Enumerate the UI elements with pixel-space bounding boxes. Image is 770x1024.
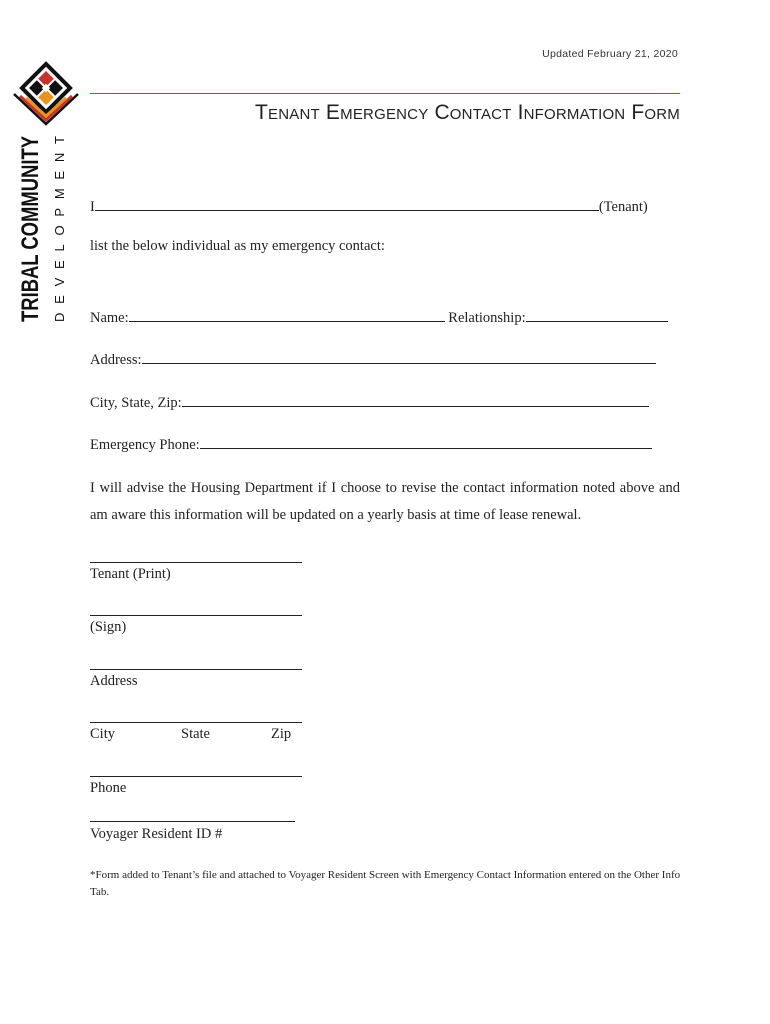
sig-phone-line[interactable] — [90, 776, 302, 777]
logo-mark-icon — [8, 58, 80, 326]
sign-line[interactable] — [90, 615, 302, 616]
city-label: City, State, Zip: — [90, 395, 182, 411]
city-blank[interactable] — [182, 392, 649, 407]
sig-city-label: City — [90, 726, 115, 742]
sig-address-line[interactable] — [90, 669, 302, 670]
sig-phone-label: Phone — [90, 780, 127, 796]
relationship-blank[interactable] — [526, 307, 668, 322]
tenant-name-blank[interactable] — [95, 196, 599, 211]
tenant-print-line[interactable] — [90, 562, 302, 563]
resident-id-label: Voyager Resident ID # — [90, 826, 223, 842]
tribal-community-logo — [8, 58, 80, 326]
city-row — [90, 392, 649, 412]
footnote: *Form added to Tenant’s file and attached to Voyager Resident Screen with Emergency Contact Information entered on the Other Info Tab. — [90, 869, 681, 898]
logo-line2: DEVELOPMENT — [52, 136, 67, 322]
address-row — [90, 349, 656, 369]
address-label: Address: — [90, 352, 142, 368]
phone-label: Emergency Phone: — [90, 437, 200, 453]
name-blank[interactable] — [129, 307, 445, 322]
intro-prefix: I — [90, 199, 95, 215]
name-row — [90, 307, 668, 327]
name-label: Name: — [90, 310, 129, 326]
sig-address-label: Address — [90, 673, 138, 689]
sig-zip-label: Zip — [271, 726, 292, 742]
form-title: Tenant Emergency Contact Information Form — [255, 101, 680, 124]
statement: I will advise the Housing Department if I choose to revise the contact information noted above and am aware this information will be updated on a yearly basis at time of lease renewal. — [90, 480, 680, 523]
address-blank[interactable] — [142, 349, 656, 364]
relationship-label: Relationship: — [448, 310, 526, 326]
resident-id-line[interactable] — [90, 821, 295, 822]
header-rule — [90, 93, 680, 94]
sig-state-label: State — [181, 726, 210, 742]
tenant-print-label: Tenant (Print) — [90, 566, 171, 582]
intro-suffix: (Tenant) — [598, 199, 648, 215]
sign-label: (Sign) — [90, 619, 127, 635]
phone-row — [90, 434, 652, 454]
updated-date: Updated February 21, 2020 — [542, 48, 678, 60]
logo-line1: TRIBAL COMMUNITY — [17, 79, 44, 322]
intro-line2: list the below individual as my emergency contact: — [90, 238, 385, 254]
city-state-zip-line[interactable] — [90, 722, 302, 723]
phone-blank[interactable] — [200, 434, 652, 449]
intro-line — [90, 196, 648, 216]
